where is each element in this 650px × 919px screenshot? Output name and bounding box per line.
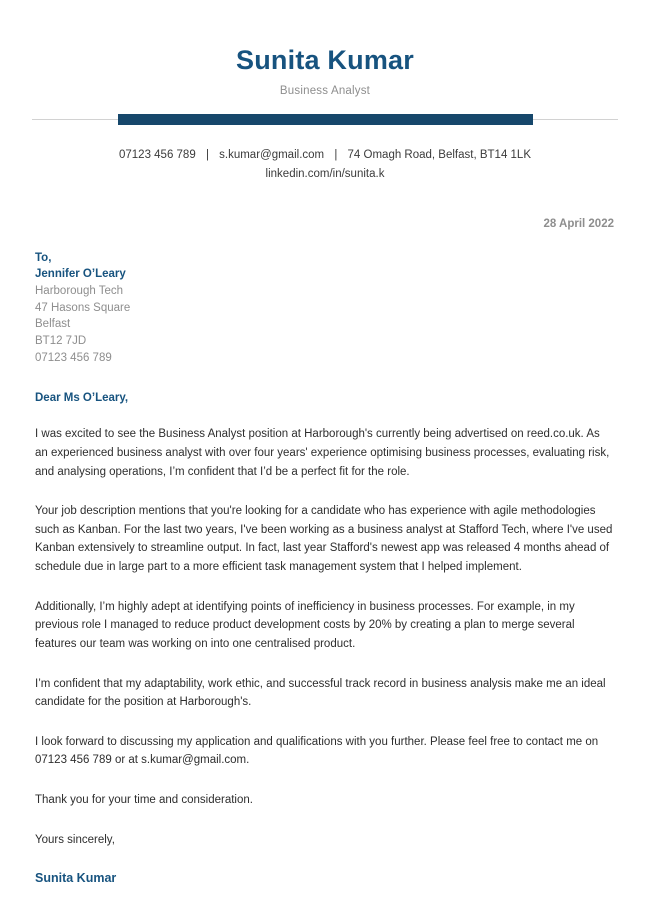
candidate-name: Sunita Kumar <box>236 45 414 75</box>
body-paragraph: Your job description mentions that you're looking for a candidate who has experience with agile methodologies such as Kanban. For the last two years, I've been working as a business analyst at Stafford Tech, where I've used Kanban extensively to streamline output. In fact, last year Stafford's newest app was released 4 months ahead of schedule due in large part to a more efficient task management system that I helped implement. <box>35 505 613 574</box>
contact-phone: 07123 456 789 <box>118 148 196 161</box>
recipient-street: 47 Hasons Square <box>35 301 131 314</box>
header-divider <box>0 114 650 126</box>
signature-name: Sunita Kumar <box>35 871 117 886</box>
body-paragraph: Additionally, I’m highly adept at identifying points of inefficiency in business processes. For example, in my previous role I managed to reduce product development costs by 20% by creating a plan to merge several features our team was working on into one centralised product. <box>35 600 575 650</box>
letter-header <box>0 0 650 97</box>
letter-body <box>0 250 650 886</box>
recipient-phone: 07123 456 789 <box>35 351 112 364</box>
letter-date: 28 April 2022 <box>543 217 614 230</box>
contact-details <box>0 146 650 184</box>
recipient-name: Jennifer O’Leary <box>35 268 126 281</box>
recipient-company: Harborough Tech <box>35 284 124 297</box>
contact-linkedin: linkedin.com/in/sunita.k <box>265 167 385 180</box>
sign-off: Yours sincerely, <box>35 833 115 846</box>
body-paragraph: Thank you for your time and consideration. <box>35 794 253 807</box>
salutation: Dear Ms O’Leary, <box>35 392 129 405</box>
recipient-to-label: To, <box>35 251 52 264</box>
body-paragraph: I’m confident that my adaptability, work ethic, and successful track record in business analysis make me an ideal candidate for the position at Harborough's. <box>35 677 606 709</box>
contact-separator-1: | <box>205 148 209 161</box>
recipient-postcode: BT12 7JD <box>35 334 87 347</box>
recipient-block <box>35 250 614 367</box>
divider-accent-bar <box>118 114 533 125</box>
candidate-job-title: Business Analyst <box>279 84 371 97</box>
contact-email: s.kumar@gmail.com <box>219 148 325 161</box>
body-paragraph: I was excited to see the Business Analyst position at Harborough's currently being advertised on reed.co.uk. As an experienced business analyst with over four years' experience optimising business processes, evaluating risk, and analysing operations, I’m confident that I’d be a perfect fit for the role. <box>35 428 610 478</box>
body-paragraph: I look forward to discussing my application and qualifications with you further. Please feel free to contact me on 07123 456 789 or at s.kumar@gmail.com. <box>35 735 599 767</box>
contact-address: 74 Omagh Road, Belfast, BT14 1LK <box>347 148 531 161</box>
contact-separator-2: | <box>334 148 338 161</box>
recipient-city: Belfast <box>35 318 71 331</box>
